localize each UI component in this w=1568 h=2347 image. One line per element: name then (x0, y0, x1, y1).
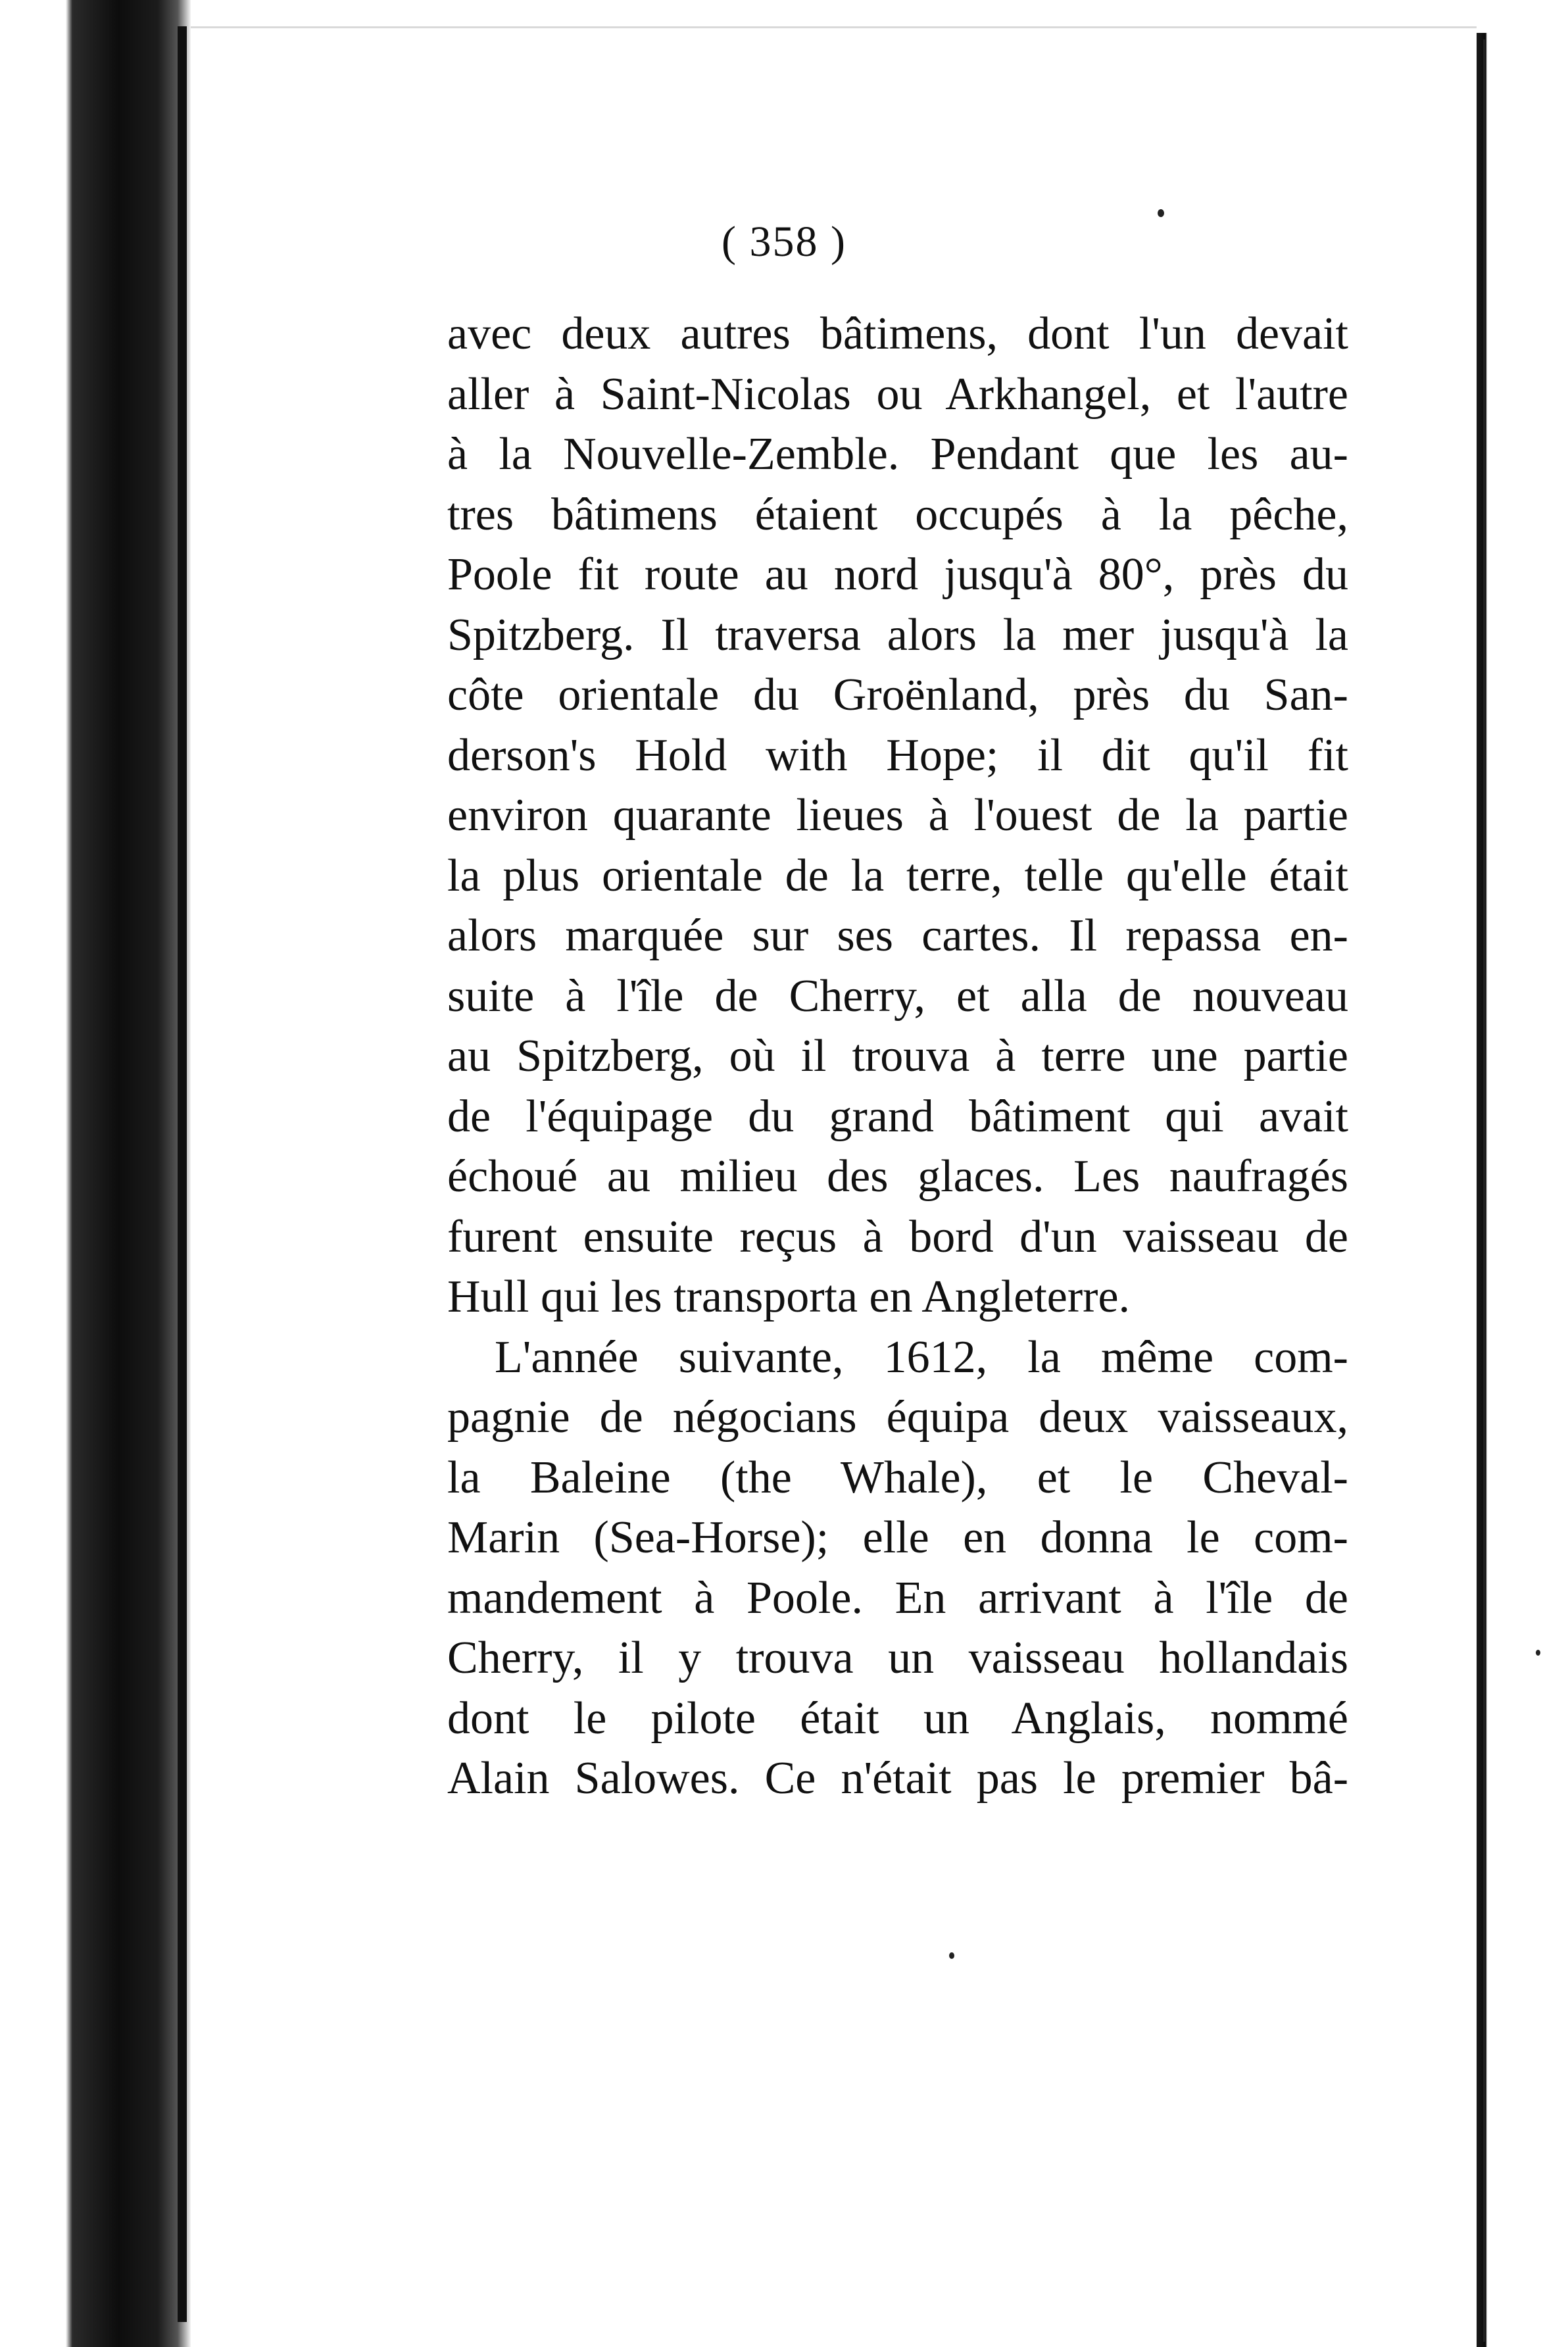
text-line: furent ensuite reçus à bord d'un vaisseau de (447, 1211, 1348, 1262)
text-line: environ quarante lieues à l'ouest de la partie (447, 790, 1348, 841)
text-line: mandement à Poole. En arrivant à l'île de (447, 1572, 1348, 1623)
next-page-edge-line (1483, 39, 1485, 2342)
page-number: ( 358 ) (722, 218, 846, 266)
text-line: de l'équipage du grand bâtiment qui avait (447, 1091, 1348, 1142)
text-line: aller à Saint-Nicolas ou Arkhangel, et l'autre (447, 368, 1348, 420)
text-line: Spitzberg. Il traversa alors la mer jusqu'à la (447, 609, 1348, 660)
spine-edge-line (178, 26, 187, 2322)
body-text (447, 304, 1348, 1809)
text-line: Cherry, il y trouva un vaisseau hollandais (447, 1633, 1348, 1683)
text-line: dont le pilote était un Anglais, nommé (447, 1692, 1348, 1744)
text-line: la plus orientale de la terre, telle qu'elle était (447, 850, 1348, 901)
text-line: derson's Hold with Hope; il dit qu'il fit (447, 729, 1348, 781)
text-line: alors marquée sur ses cartes. Il repassa en- (447, 910, 1348, 961)
text-line: L'année suivante, 1612, la même com- (495, 1331, 1348, 1383)
text-line: avec deux autres bâtimens, dont l'un devait (447, 309, 1348, 359)
text-line: pagnie de négocians équipa deux vaisseaux, (447, 1392, 1348, 1443)
text-line: échoué au milieu des glaces. Les naufragés (447, 1151, 1348, 1202)
ink-speck (949, 1952, 954, 1959)
text-line: Poole fit route au nord jusqu'à 80°, près du (447, 549, 1348, 600)
text-line: au Spitzberg, où il trouva à terre une partie (447, 1031, 1348, 1081)
text-line: à la Nouvelle-Zemble. Pendant que les au- (447, 429, 1348, 480)
text-line: suite à l'île de Cherry, et alla de nouveau (447, 970, 1348, 1022)
next-page-edge (1477, 33, 1568, 2347)
ink-speck (1536, 1650, 1540, 1656)
text-line: Marin (Sea-Horse); elle en donna le com- (447, 1512, 1348, 1563)
text-line: la Baleine (the Whale), et le Cheval- (447, 1452, 1348, 1503)
text-line: côte orientale du Groënland, près du San- (447, 670, 1348, 720)
text-line: tres bâtimens étaient occupés à la pêche, (447, 489, 1348, 540)
text-line: Alain Salowes. Ce n'était pas le premier bâ- (447, 1753, 1348, 1804)
book-spine-shadow (0, 0, 191, 2347)
ink-speck (1158, 209, 1164, 217)
text-line: Hull qui les transporta en Angleterre. (447, 1272, 1131, 1322)
